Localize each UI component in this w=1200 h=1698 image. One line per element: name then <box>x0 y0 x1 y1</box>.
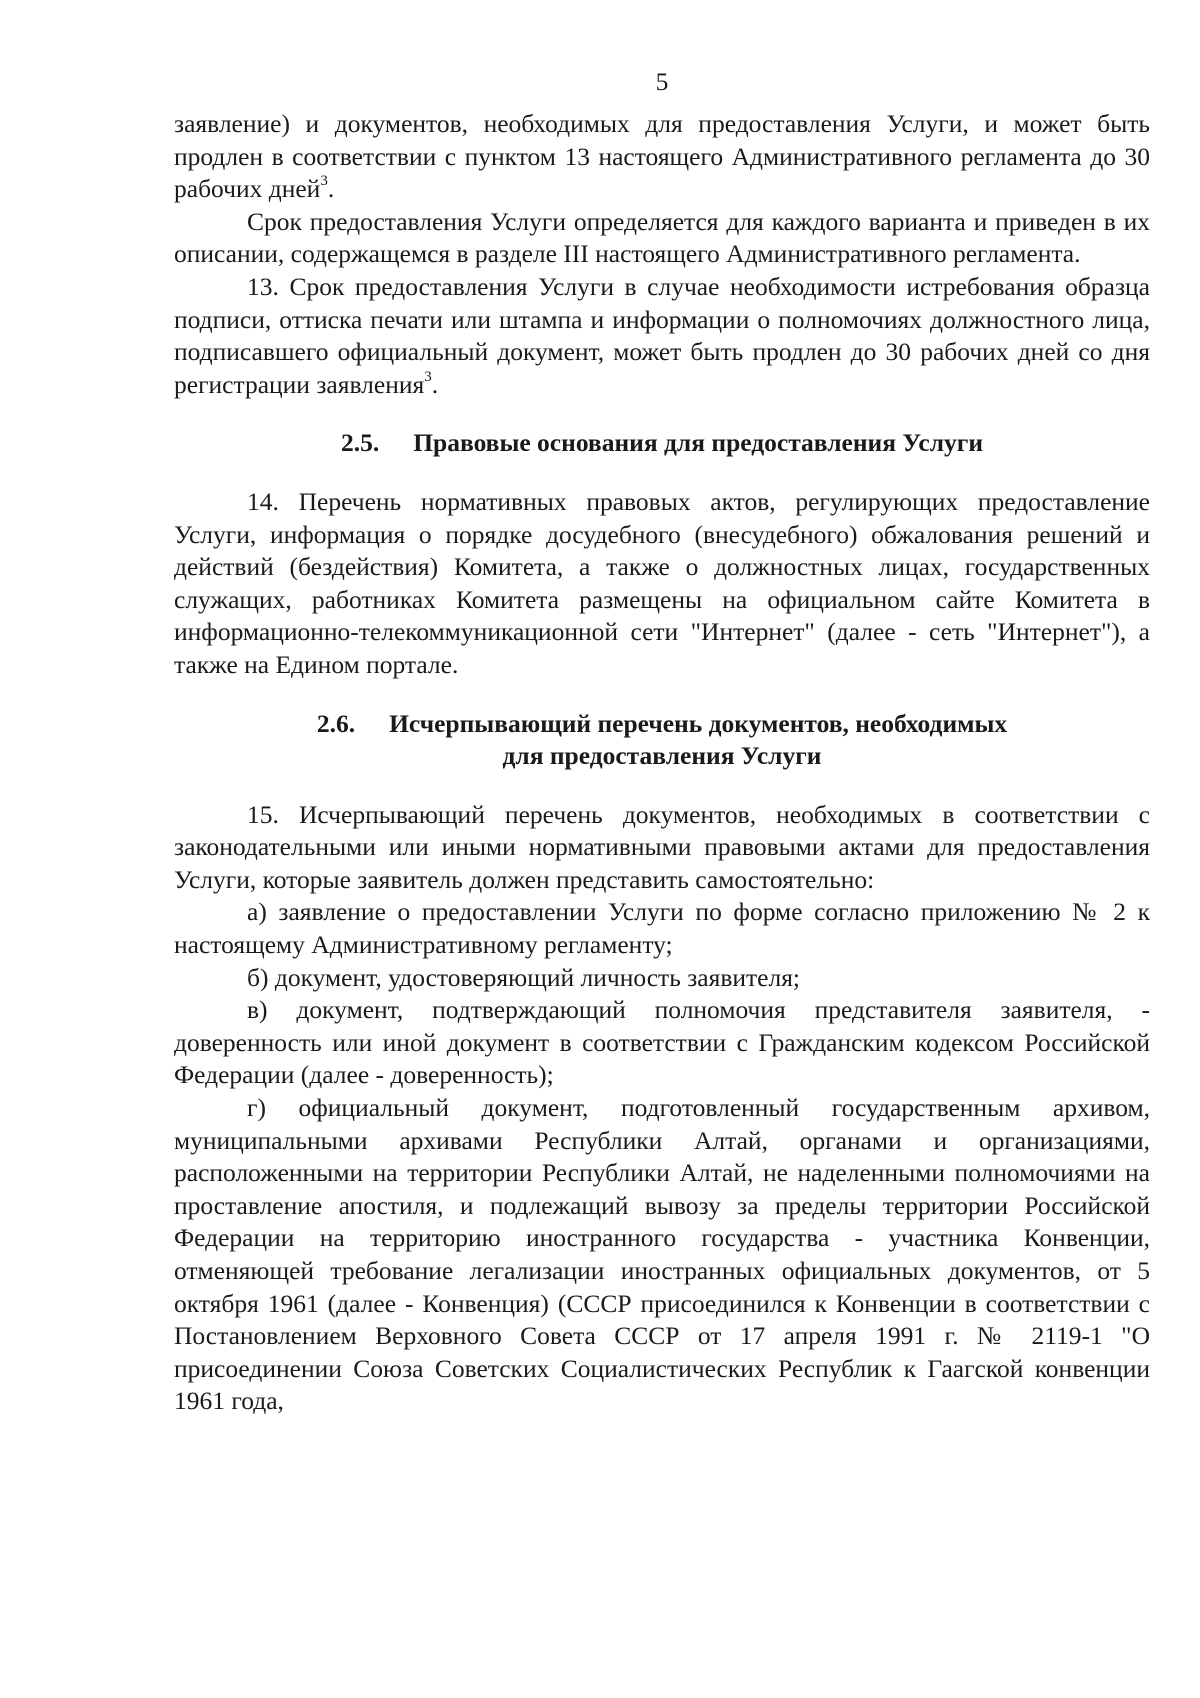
section-title-line1: Исчерпывающий перечень документов, необходимых <box>389 708 1008 738</box>
paragraph-14: 14. Перечень нормативных правовых актов, регулирующих предоставление Услуги, информация о порядке досудебного (внесудебного) обжалования решений и действий (бездействия) Комитета, а также о должностных лицах, государственных служащих, работниках Комитета размещены на официальном сайте Комитета в информационно-телекоммуникационной сети "Интернет" (далее - сеть "Интернет"), а также на Едином портале. <box>174 486 1150 679</box>
page-number: 5 <box>655 67 669 96</box>
paragraph-text: заявление) и документов, необходимых для предоставления Услуги, и может быть продлен в соответствии с пунктом 13 настоящего Административного регламента до 30 рабочих дней <box>174 109 1150 204</box>
paragraph-term-variant: Срок предоставления Услуги определяется для каждого варианта и приведен в их описании, содержащемся в разделе III настоящего Административного регламента. <box>174 206 1150 269</box>
paragraph-punct: . <box>327 174 335 204</box>
section-heading-2-5 <box>174 427 1150 460</box>
paragraph-15: 15. Исчерпывающий перечень документов, необходимых в соответствии с законодательными или иными нормативными правовыми актами для предоставления Услуги, которые заявитель должен представить самостоятельно: <box>174 799 1150 894</box>
list-item-a: а) заявление о предоставлении Услуги по форме согласно приложению № 2 к настоящему Административному регламенту; <box>174 897 1150 960</box>
section-title: Правовые основания для предоставления Услуги <box>413 428 984 458</box>
footnote-ref: 3 <box>424 368 432 385</box>
footnote-ref: 3 <box>320 173 328 190</box>
list-item-g: г) официальный документ, подготовленный государственным архивом, муниципальными архивами Республики Алтай, органами и организациями, расположенными на территории Республики Алтай, не наделенными полномочиями на проставление апостиля, и подлежащий вывозу за пределы территории Российской Федерации на территорию иностранного государства - участника Конвенции, отменяющей требование легализации иностранных официальных документов, от 5 октября 1961 (далее - Конвенция) (СССР присоединился к Конвенции в соответствии с Постановлением Верховного Совета СССР от 17 апреля 1991 г. № 2119-1 "О присоединении Союза Советских Социалистических Республик к Гаагской конвенции 1961 года, <box>174 1093 1150 1416</box>
list-item-v: в) документ, подтверждающий полномочия представителя заявителя, - доверенность или иной документ в соответствии с Гражданским кодексом Российской Федерации (далее - доверенность); <box>174 995 1150 1090</box>
paragraph-13 <box>174 271 1150 401</box>
paragraph-continuation <box>174 108 1150 206</box>
section-title-line2: для предоставления Услуги <box>502 741 822 771</box>
section-number: 2.6. <box>316 708 356 738</box>
section-number: 2.5. <box>340 428 380 458</box>
list-item-b: б) документ, удостоверяющий личность заявителя; <box>247 962 801 992</box>
section-heading-2-6 <box>174 708 1150 773</box>
paragraph-text: 13. Срок предоставления Услуги в случае необходимости истребования образца подписи, оттиска печати или штампа и информации о полномочиях должностного лица, подписавшего официальный документ, может быть продлен до 30 рабочих дней со дня регистрации заявления <box>174 271 1150 399</box>
paragraph-punct: . <box>431 369 439 399</box>
